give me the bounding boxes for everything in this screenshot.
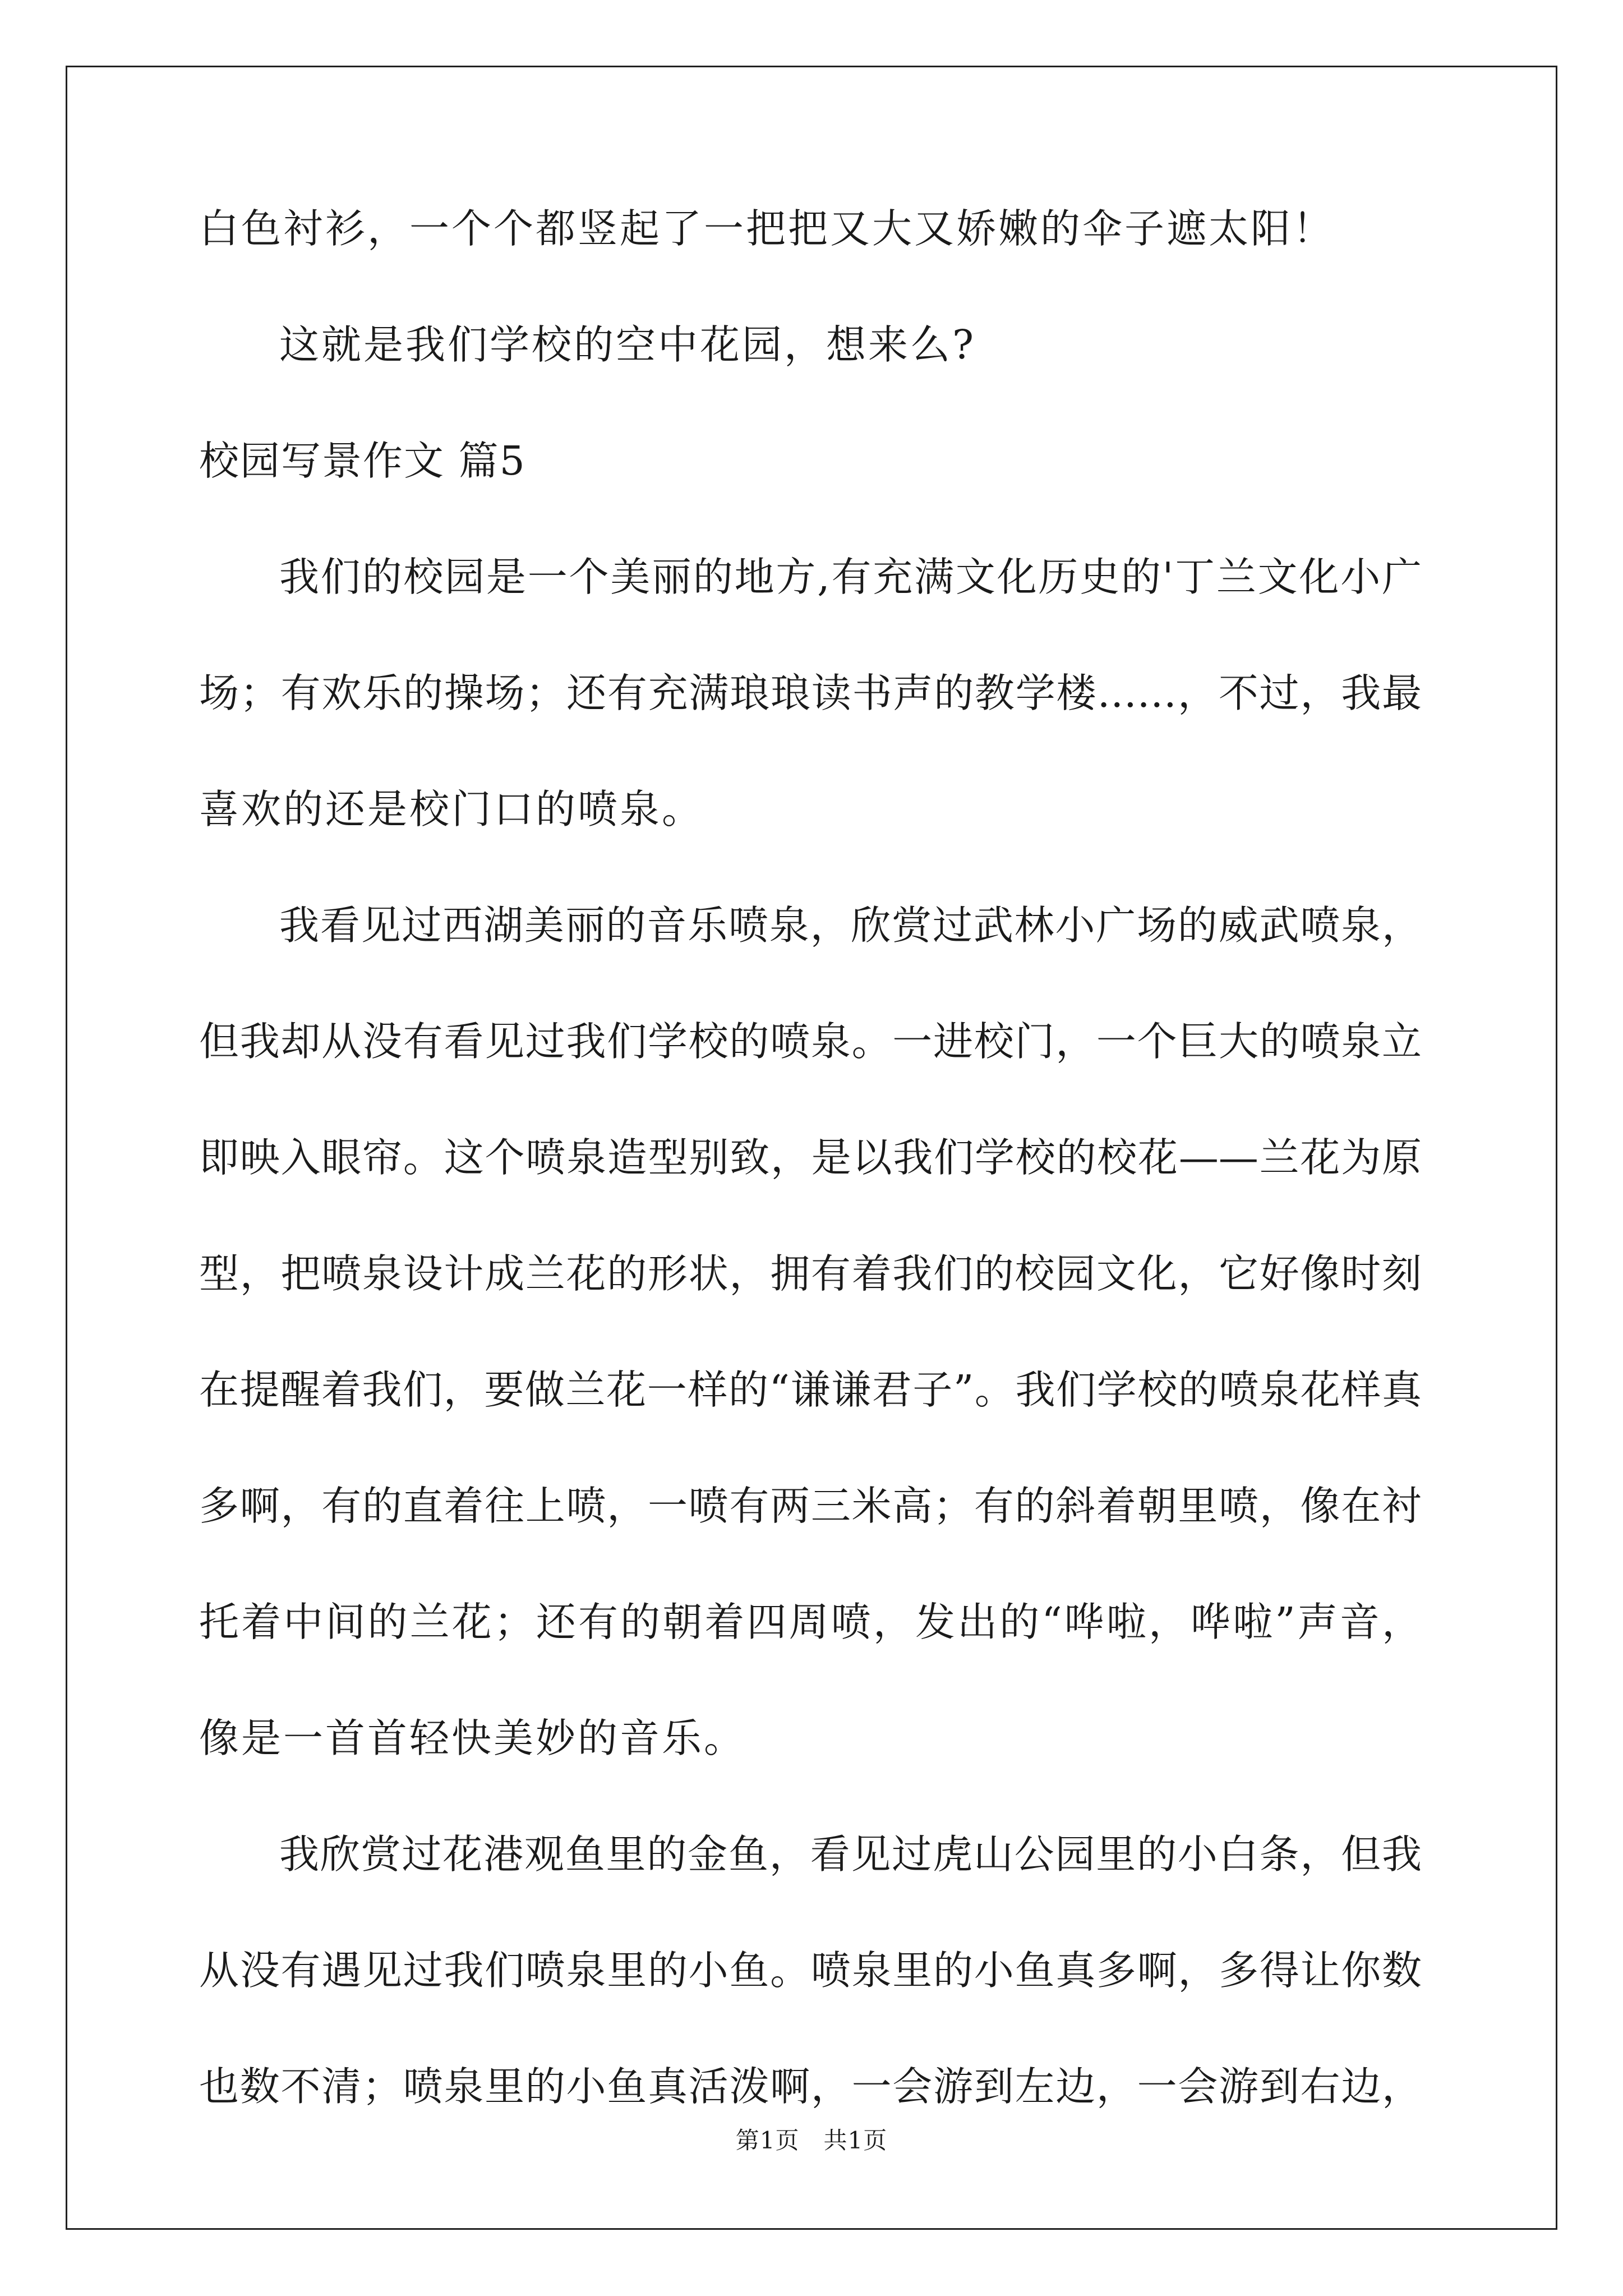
text-line: 我看见过西湖美丽的音乐喷泉，欣赏过武林小广场的威武喷泉， xyxy=(279,902,1422,949)
text-line: 白色衬衫，一个个都竖起了一把把又大又娇嫩的伞子遮太阳！ xyxy=(199,205,1335,252)
section-heading: 校园写景作文 篇5 xyxy=(199,438,526,484)
page-number-footer: 第1页 共1页 xyxy=(735,2127,888,2154)
text-line: 场；有欢乐的操场；还有充满琅琅读书声的教学楼……，不过，我最 xyxy=(199,670,1422,716)
text-line: 喜欢的还是校门口的喷泉。 xyxy=(199,786,704,832)
text-line: 我们的校园是一个美丽的地方,有充满文化历史的'丁兰文化小广 xyxy=(279,554,1422,600)
text-line: 托着中间的兰花；还有的朝着四周喷，发出的“哗啦，哗啦”声音， xyxy=(199,1599,1422,1645)
text-line: 我欣赏过花港观鱼里的金鱼，看见过虎山公园里的小白条，但我 xyxy=(279,1831,1422,1878)
text-line: 但我却从没有看见过我们学校的喷泉。一进校门，一个巨大的喷泉立 xyxy=(199,1018,1422,1065)
text-line: 多啊，有的直着往上喷，一喷有两三米高；有的斜着朝里喷，像在衬 xyxy=(199,1483,1422,1529)
text-line: 从没有遇见过我们喷泉里的小鱼。喷泉里的小鱼真多啊，多得让你数 xyxy=(199,1947,1422,1994)
text-line: 型，把喷泉设计成兰花的形状，拥有着我们的校园文化，它好像时刻 xyxy=(199,1250,1422,1297)
text-line: 这就是我们学校的空中花园，想来么? xyxy=(279,321,976,368)
document-body xyxy=(199,205,1422,2183)
text-line: 在提醒着我们，要做兰花一样的“谦谦君子”。我们学校的喷泉花样真 xyxy=(199,1366,1422,1413)
text-line: 即映入眼帘。这个喷泉造型别致，是以我们学校的校花——兰花为原 xyxy=(199,1134,1422,1181)
text-line: 也数不清；喷泉里的小鱼真活泼啊，一会游到左边，一会游到右边， xyxy=(199,2063,1422,2110)
text-line: 像是一首首轻快美妙的音乐。 xyxy=(199,1715,746,1761)
